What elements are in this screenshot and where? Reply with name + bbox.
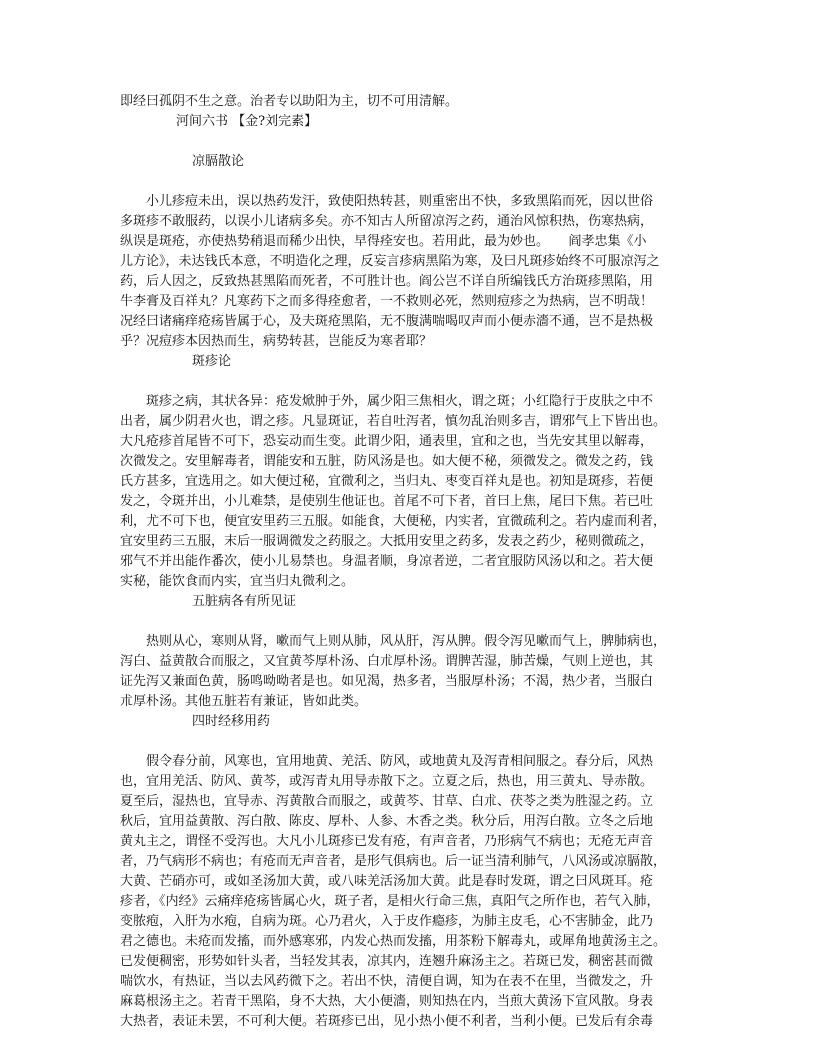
text-line: 邪气不并出能作番次，使小儿易禁也。身温者顺，身凉者逆，二者宜服防风汤以和之。若大便 xyxy=(120,554,654,569)
text-line: 热则从心，寒则从肾，嗽而气上则从肺，风从肝，泻从脾。假令泻见嗽而气上，脾肺病也， xyxy=(120,634,667,649)
document-body xyxy=(120,92,698,1032)
paragraph-sishi xyxy=(120,752,698,1032)
text-line: 秋后，宜用益黄散、泻白散、陈皮、厚朴、人参、木香之类。秋分后，用泻白散。立冬之后地 xyxy=(120,814,654,829)
section-title-wuzang: 五脏病各有所见证 xyxy=(192,594,297,609)
section-title-sishi: 四时经移用药 xyxy=(192,714,271,729)
text-line: 况经曰诸痛痒疮疡皆属于心，及夫斑疮黑陷，无不腹满喘喝叹声而小便赤濇不通，岂不是热极 xyxy=(120,314,654,329)
text-line: 君之德也。未疮而发搐，而外感寒邪，内发心热而发搐，用茶粉下解毒丸，或犀角地黄汤主之。 xyxy=(120,934,667,949)
section-title-banzhen: 斑疹论 xyxy=(192,354,232,369)
text-line: 出者，属少阴君火也，谓之疹。凡显斑证，若自吐泻者，慎勿乱治则多吉，谓邪气上下皆出也。 xyxy=(120,414,667,429)
text-line: 疹者，《内经》云痛痒疮疡皆属心火，斑子者，是相火行命三焦，真阳气之所作也，若气入肺， xyxy=(120,894,660,909)
paragraph-banzhen xyxy=(120,392,698,592)
text-line: 氏方甚多，宜选用之。如大便过秘，宜微利之，当归丸、枣变百祥丸是也。初知是斑疹，若便 xyxy=(120,474,654,489)
text-line: 实秘，能饮食而内实，宜当归丸微利之。 xyxy=(120,574,355,589)
text-line: 麻葛根汤主之。若青干黑陷，身不大热，大小便濇，则知热在内，当煎大黄汤下宣风散。身表 xyxy=(120,994,654,1009)
text-line: 儿方论》，未达钱氏本意，不明造化之理，反妄言疹病黑陷为寒，及曰凡斑疹始终不可服凉泻之 xyxy=(120,254,660,269)
text-line: 大凡疮疹首尾皆不可下，恐妄动而生变。此谓少阳，通表里，宜和之也，当先安其里以解毒， xyxy=(120,434,654,449)
text-line: 已发便稠密，形势如针头者，当轻发其表，凉其内，连翘升麻汤主之。若斑已发，稠密甚而微 xyxy=(120,954,654,969)
text-line: 宜安里药三五服，末后一服调微发之药服之。大抵用安里之药多，发表之药少，秘则微疏之， xyxy=(120,534,654,549)
text-line: 朮厚朴汤。其他五脏若有兼证，皆如此类。 xyxy=(120,694,368,709)
text-line: 大黄、芒硝亦可，或如圣汤加大黄，或八味羌活汤加大黄。此是春时发斑，谓之曰风斑耳。疮 xyxy=(120,874,654,889)
text-line: 喘饮水，有热证，当以去风药微下之。若出不快，清便自调，知为在表不在里，当微发之，升 xyxy=(120,974,654,989)
text-line: 发之，令斑并出，小儿难禁，是使别生他证也。首尾不可下者，首曰上焦，尾曰下焦。若已吐 xyxy=(120,494,654,509)
paragraph-wuzang xyxy=(120,632,698,712)
text-line: 乎？况痘疹本因热而生，病势转甚，岂能反为寒者耶？ xyxy=(120,334,433,349)
text-line: 大热者，表证未罢，不可利大便。若斑疹已出，见小热小便不利者，当利小便。已发后有余毒 xyxy=(120,1014,654,1029)
source-attribution: 河间六书 【金?刘完素】 xyxy=(176,114,318,129)
text-line: 斑疹之病，其状各异：疮发焮肿于外，属少阳三焦相火，谓之斑；小红隐行于皮肤之中不 xyxy=(120,394,654,409)
intro-line: 即经曰孤阴不生之意。治者专以助阳为主，切不可用清解。 xyxy=(120,94,459,109)
text-line: 药，后人因之，反致热甚黑陷而死者，不可胜计也。阎公岂不详自所编钱氏方治斑疹黑陷，用 xyxy=(120,274,654,289)
text-line: 次微发之。安里解毒者，谓能安和五脏，防风汤是也。如大便不秘，须微发之。微发之药，钱 xyxy=(120,454,654,469)
paragraph-liangge xyxy=(120,192,698,352)
text-line: 小儿疹痘未出，误以热药发汗，致使阳热转甚，则重密出不快，多致黑陷而死，因以世俗 xyxy=(120,194,654,209)
text-line: 也，宜用羌活、防风、黄芩，或泻青丸用导赤散下之。立夏之后，热也，用三黄丸、导赤散。 xyxy=(120,774,654,789)
text-line: 黄丸主之，谓怪不受泻也。大凡小儿斑疹已发有疮，有声音者，乃形病气不病也；无疮无声音 xyxy=(120,834,654,849)
text-line: 泻白、益黄散合而服之，又宜黄芩厚朴汤、白朮厚朴汤。谓脾苦湿，肺苦燥，气则上逆也，其 xyxy=(120,654,654,669)
text-line: 牛李膏及百祥丸？凡寒药下之而多得痊愈者，一不救则必死，然则痘疹之为热病，岂不明哉！ xyxy=(120,294,654,309)
text-line: 纵误是斑疮，亦使热势稍退而稀少出快，早得痊安也。若用此，最为妙也。 阎孝忠集《小 xyxy=(120,234,647,249)
text-line: 假令春分前，风寒也，宜用地黄、羌活、防风，或地黄丸及泻青相间服之。春分后，风热 xyxy=(120,754,654,769)
text-line: 利，尤不可下也，便宜安里药三五服。如能食，大便秘，内实者，宜微疏利之。若内虚而利者， xyxy=(120,514,667,529)
text-line: 夏至后，湿热也，宜导赤、泻黄散合而服之，或黄芩、甘草、白朮、茯苓之类为胜湿之药。立 xyxy=(120,794,654,809)
text-line: 证先泻又兼面色黄，肠鸣呦呦者是也。如见渴，热多者，当服厚朴汤；不渴，热少者，当服白 xyxy=(120,674,654,689)
text-line: 多斑疹不敢服药，以误小儿诸病多矣。亦不知古人所留凉泻之药，通治风惊积热，伤寒热病， xyxy=(120,214,654,229)
text-line: 者，乃气病形不病也；有疮而无声音者，是形气俱病也。后一证当清利肺气，八风汤或凉膈散， xyxy=(120,854,667,869)
section-title-liangge: 凉膈散论 xyxy=(192,154,245,169)
text-line: 变脓疱，入肝为水疱，自病为斑。心乃君火，入于皮作瘾疹，为肺主皮毛，心不害肺金，此乃 xyxy=(120,914,654,929)
